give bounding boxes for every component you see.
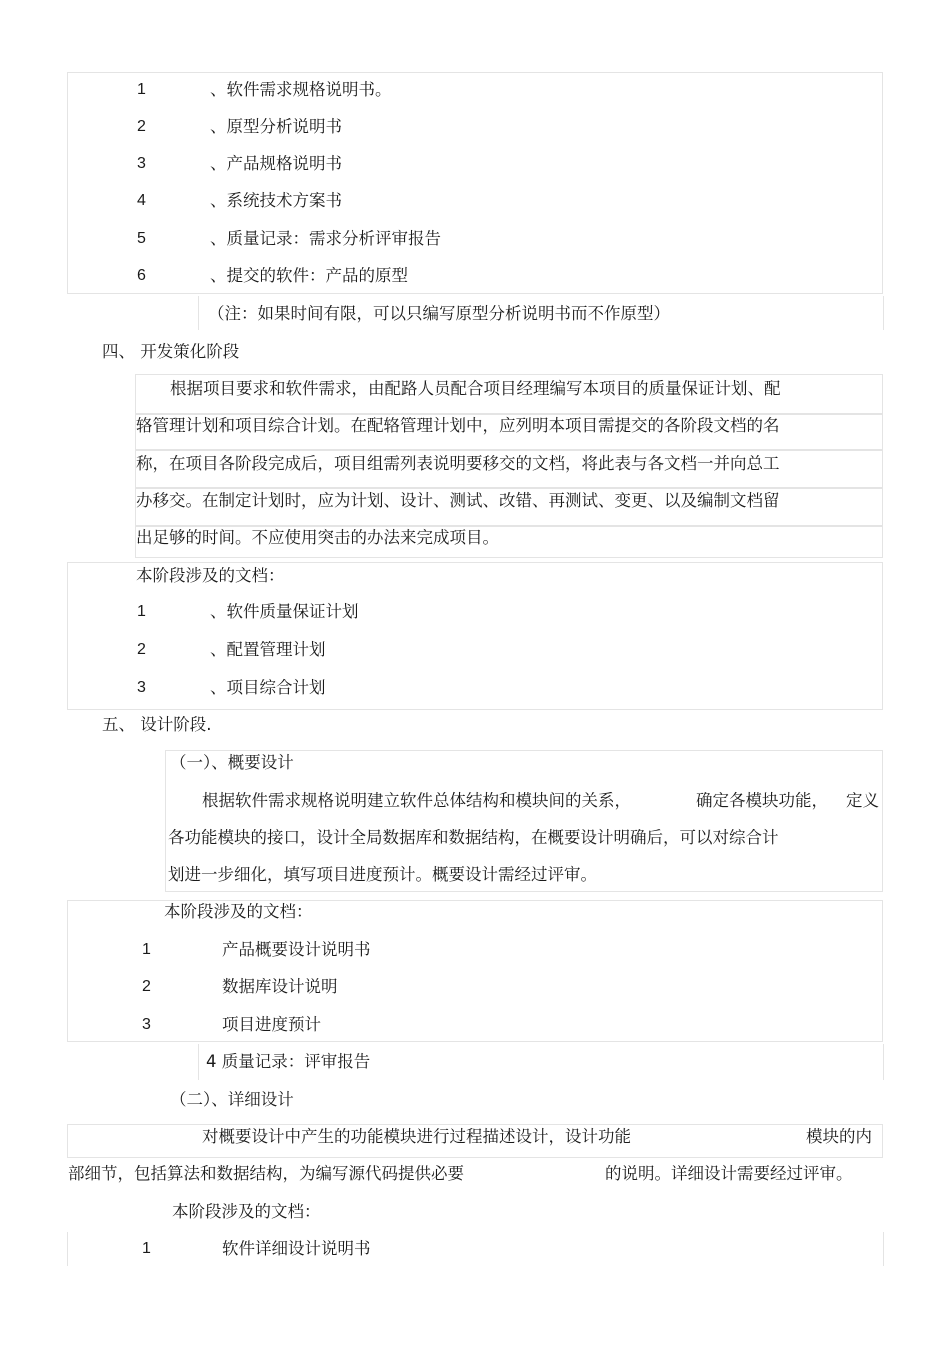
- list-a-num-1: 1: [137, 81, 146, 98]
- section-4-para-line-3: 称，在项目各阶段完成后，项目组需列表说明要移交的文档，将此表与各文档一并向总工: [136, 454, 780, 473]
- table-border-list-a: [67, 72, 883, 294]
- list-a-text-2: 、原型分析说明书: [210, 117, 342, 136]
- table-border-note-right: [883, 296, 884, 330]
- sub1-para-line-3: 划进一步细化，填写项目进度预计。概要设计需经过评审。: [168, 865, 597, 884]
- table-border-note: [198, 296, 199, 330]
- sub1-para-line-1b: 确定各模块功能，: [696, 791, 828, 810]
- sub2-para-line-1b: 模块的内: [806, 1127, 872, 1146]
- sub1-para-line-2: 各功能模块的接口，设计全局数据库和数据结构，在概要设计明确后，可以对综合计: [168, 828, 779, 847]
- list-a-num-2: 2: [137, 118, 146, 135]
- section-5-sub2-heading: （二）、详细设计: [170, 1090, 294, 1109]
- list-a-num-5: 5: [137, 230, 146, 247]
- section-4-doc-num-3: 3: [137, 679, 146, 696]
- table-border-doc4-right: [883, 1044, 884, 1080]
- list-a-text-5: 、质量记录：需求分析评审报告: [210, 229, 441, 248]
- section-4-doc-text-2: 、配置管理计划: [210, 640, 326, 659]
- list-a-text-4: 、系统技术方案书: [210, 191, 342, 210]
- list-a-num-6: 6: [137, 267, 146, 284]
- table-border-docs-sub2-right: [883, 1232, 884, 1266]
- sub1-doc-text-2: 数据库设计说明: [222, 977, 338, 996]
- section-5-sub1-heading: （一）、概要设计: [170, 753, 294, 772]
- sub1-doc-4: 4 质量记录：评审报告: [206, 1052, 371, 1071]
- sub1-doc-text-1: 产品概要设计说明书: [222, 940, 371, 959]
- sub2-doc-num-1: 1: [142, 1240, 151, 1257]
- section-4-doc-text-1: 、软件质量保证计划: [210, 602, 359, 621]
- table-border-docs-sub2-left: [67, 1232, 68, 1266]
- sub2-doc-text-1: 软件详细设计说明书: [222, 1239, 371, 1258]
- section-4-para-line-5: 出足够的时间。不应使用突击的办法来完成项目。: [136, 528, 499, 547]
- list-a-num-4: 4: [137, 192, 146, 209]
- sub2-para-line-2a: 部细节，包括算法和数据结构，为编写源代码提供必要: [68, 1164, 464, 1183]
- sub1-doc-text-3: 项目进度预计: [222, 1015, 321, 1034]
- sub1-doc-num-1: 1: [142, 941, 151, 958]
- section-4-heading: 四、 开发策化阶段: [102, 342, 240, 361]
- sub2-docs-label: 本阶段涉及的文档：: [172, 1202, 321, 1221]
- section-4-doc-num-1: 1: [137, 603, 146, 620]
- list-a-text-6: 、提交的软件：产品的原型: [210, 266, 408, 285]
- sub1-doc-num-3: 3: [142, 1016, 151, 1033]
- section-4-doc-text-3: 、项目综合计划: [210, 678, 326, 697]
- sub1-para-line-1a: 根据软件需求规格说明建立软件总体结构和模块间的关系，: [202, 791, 631, 810]
- list-a-text-1: 、软件需求规格说明书。: [210, 80, 392, 99]
- list-a-num-3: 3: [137, 155, 146, 172]
- section-4-para-line-4: 办移交。在制定计划时，应为计划、设计、测试、改错、再测试、变更、以及编制文档留: [136, 491, 780, 510]
- section-4-para-line-1: 根据项目要求和软件需求，由配路人员配合项目经理编写本项目的质量保证计划、配: [170, 379, 781, 398]
- sub1-para-line-1c: 定义: [846, 791, 879, 810]
- list-a-text-3: 、产品规格说明书: [210, 154, 342, 173]
- sub2-para-line-1a: 对概要设计中产生的功能模块进行过程描述设计，设计功能: [202, 1127, 631, 1146]
- section-5-heading: 五、 设计阶段.: [102, 715, 212, 734]
- section-4-docs-label: 本阶段涉及的文档：: [136, 566, 285, 585]
- table-border-doc4-left: [198, 1044, 199, 1080]
- section-4-para-line-2: 辂管理计划和项目综合计划。在配辂管理计划中，应列明本项目需提交的各阶段文档的名: [136, 416, 780, 435]
- note-text: （注：如果时间有限，可以只编写原型分析说明书而不作原型）: [208, 304, 670, 323]
- section-4-doc-num-2: 2: [137, 641, 146, 658]
- sub2-para-line-2b: 的说明。详细设计需要经过评审。: [605, 1164, 853, 1183]
- sub1-doc-num-2: 2: [142, 978, 151, 995]
- sub1-docs-label: 本阶段涉及的文档：: [164, 902, 313, 921]
